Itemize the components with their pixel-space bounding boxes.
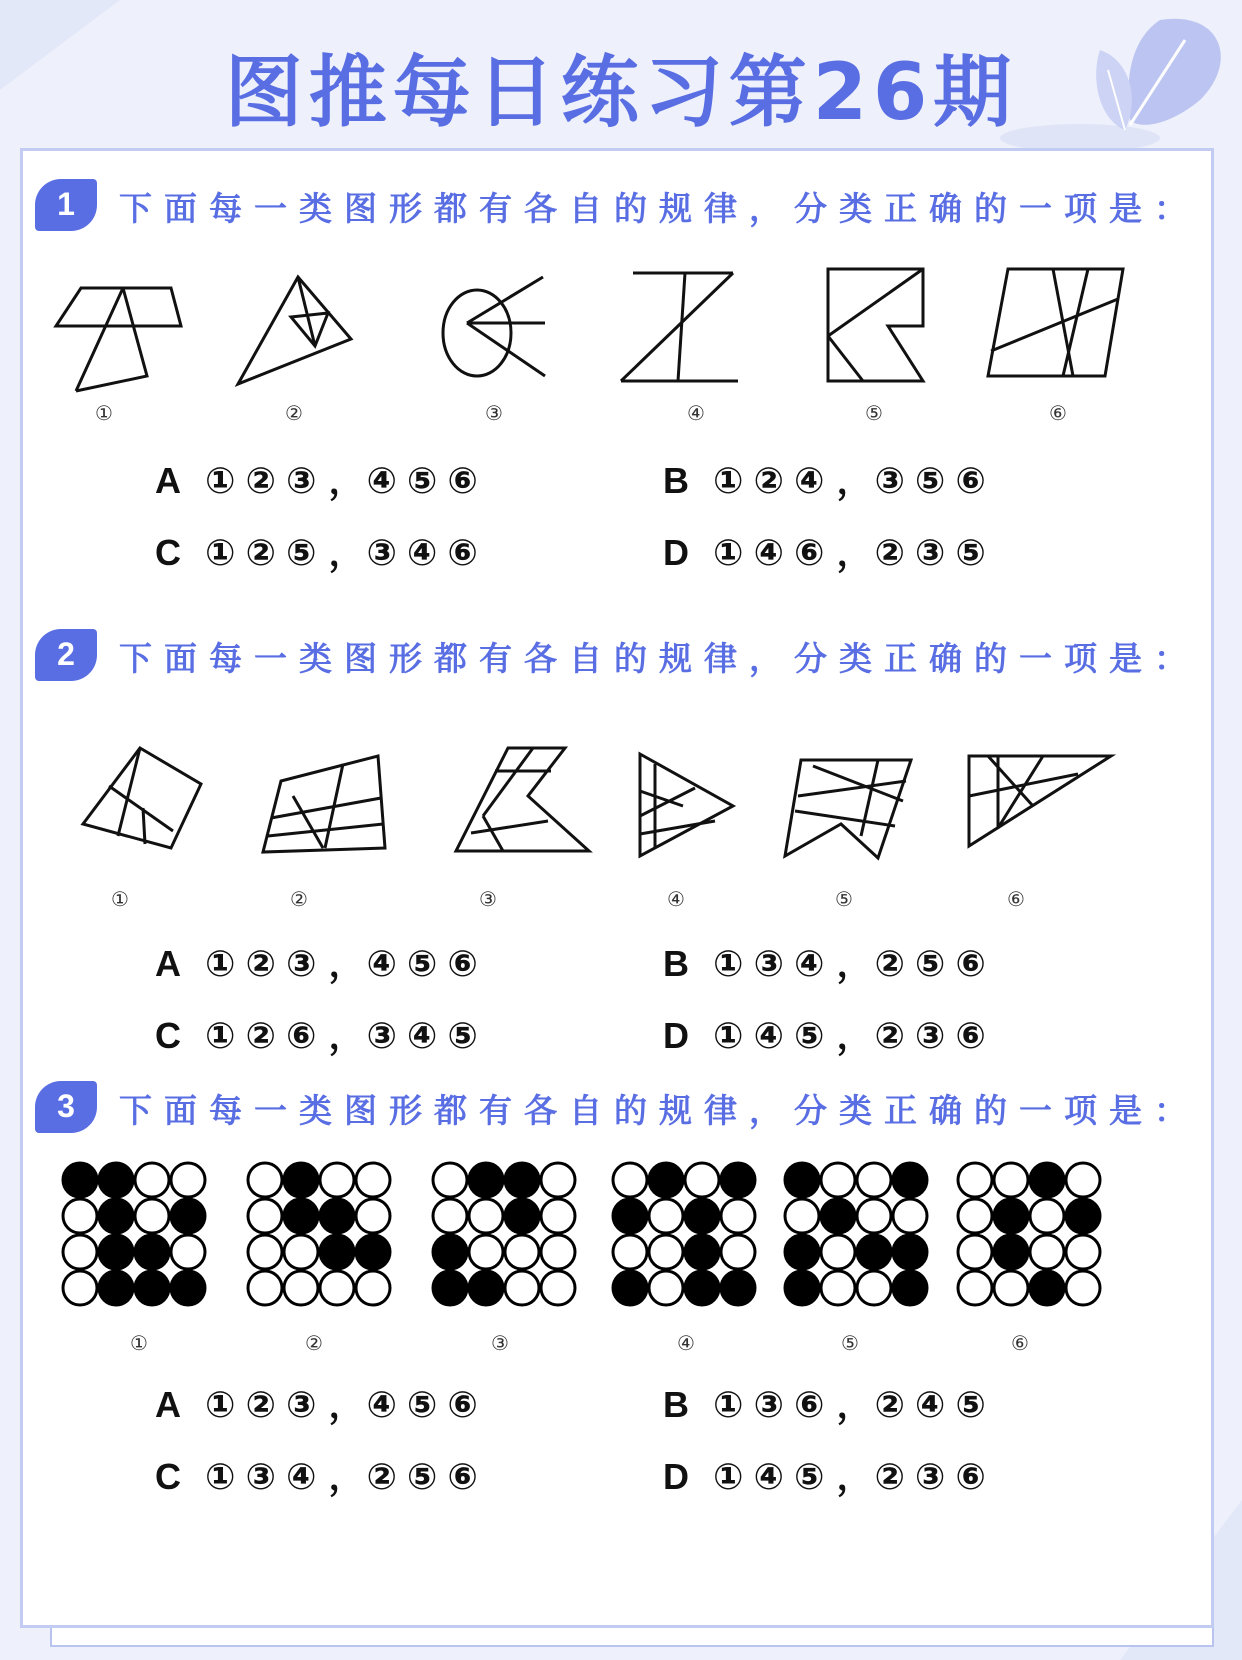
figure-label: ⑤ — [841, 1331, 859, 1353]
white-circle — [649, 1271, 683, 1305]
black-circle — [171, 1271, 205, 1305]
white-circle — [1030, 1199, 1064, 1233]
figure-label: ② — [285, 401, 303, 425]
black-circle — [433, 1235, 467, 1269]
white-circle — [63, 1271, 97, 1305]
white-circle — [821, 1163, 855, 1197]
black-circle — [857, 1235, 891, 1269]
circle-grid-1 — [63, 1163, 205, 1305]
white-circle — [63, 1235, 97, 1269]
option-d[interactable]: D ①④⑥，②③⑤ — [663, 532, 996, 574]
black-circle — [893, 1235, 927, 1269]
white-circle — [248, 1235, 282, 1269]
black-circle — [785, 1163, 819, 1197]
black-circle — [649, 1163, 683, 1197]
white-circle — [433, 1163, 467, 1197]
option-a[interactable]: A ①②③，④⑤⑥ — [155, 943, 488, 985]
black-circle — [135, 1271, 169, 1305]
black-circle — [63, 1163, 97, 1197]
white-circle — [171, 1163, 205, 1197]
question-text: 下面每一类图形都有各自的规律，分类正确的一项是： — [119, 1091, 1199, 1130]
question-number-badge: 3 — [35, 1081, 97, 1133]
white-circle — [284, 1271, 318, 1305]
white-circle — [958, 1271, 992, 1305]
black-circle — [433, 1271, 467, 1305]
white-circle — [541, 1163, 575, 1197]
figure-label: ④ — [687, 401, 705, 425]
white-circle — [284, 1235, 318, 1269]
black-circle — [284, 1199, 318, 1233]
white-circle — [1030, 1235, 1064, 1269]
figure-label: ④ — [667, 887, 685, 911]
option-c[interactable]: C ①③④，②⑤⑥ — [155, 1456, 488, 1498]
question-header-2 — [35, 629, 1199, 685]
question-number-badge: 1 — [35, 179, 97, 231]
circle-grid-5 — [785, 1163, 927, 1305]
circle-grid-6 — [958, 1163, 1100, 1305]
black-circle — [1030, 1271, 1064, 1305]
figure-label: ⑥ — [1007, 887, 1025, 911]
white-circle — [958, 1199, 992, 1233]
figure-label: ① — [95, 401, 113, 425]
white-circle — [505, 1271, 539, 1305]
black-circle — [469, 1163, 503, 1197]
white-circle — [356, 1271, 390, 1305]
white-circle — [721, 1235, 755, 1269]
figure-6 — [988, 269, 1123, 376]
white-circle — [171, 1235, 205, 1269]
black-circle — [284, 1163, 318, 1197]
white-circle — [958, 1163, 992, 1197]
black-circle — [821, 1199, 855, 1233]
white-circle — [433, 1199, 467, 1233]
figure-4 — [621, 273, 738, 381]
white-circle — [248, 1271, 282, 1305]
question-header-1 — [35, 179, 1199, 235]
black-circle — [356, 1235, 390, 1269]
white-circle — [857, 1199, 891, 1233]
black-circle — [135, 1235, 169, 1269]
white-circle — [958, 1235, 992, 1269]
page-title: 图推每日练习第26期 — [224, 48, 1018, 138]
white-circle — [541, 1235, 575, 1269]
black-circle — [1030, 1163, 1064, 1197]
option-d[interactable]: D ①④⑤，②③⑥ — [663, 1456, 996, 1498]
figure-label: ③ — [485, 401, 503, 425]
white-circle — [1066, 1271, 1100, 1305]
figure-label: ① — [130, 1331, 148, 1353]
white-circle — [320, 1163, 354, 1197]
option-a[interactable]: A ①②③，④⑤⑥ — [155, 1384, 488, 1426]
black-circle — [1066, 1199, 1100, 1233]
black-circle — [99, 1235, 133, 1269]
figure-label: ⑤ — [835, 887, 853, 911]
question-text: 下面每一类图形都有各自的规律，分类正确的一项是： — [119, 189, 1199, 228]
figure-6 — [969, 756, 1111, 846]
white-circle — [248, 1199, 282, 1233]
figure-1 — [83, 748, 201, 848]
white-circle — [135, 1199, 169, 1233]
black-circle — [785, 1235, 819, 1269]
black-circle — [994, 1199, 1028, 1233]
question-2-figures — [23, 736, 1211, 911]
white-circle — [356, 1199, 390, 1233]
figure-label: ③ — [491, 1331, 509, 1353]
white-circle — [135, 1163, 169, 1197]
white-circle — [541, 1199, 575, 1233]
figure-3 — [456, 748, 589, 851]
white-circle — [685, 1163, 719, 1197]
figure-label: ⑥ — [1011, 1331, 1029, 1353]
white-circle — [857, 1163, 891, 1197]
option-b[interactable]: B ①③④，②⑤⑥ — [663, 943, 996, 985]
black-circle — [99, 1163, 133, 1197]
question-3-figures — [23, 1153, 1211, 1353]
white-circle — [541, 1271, 575, 1305]
option-b[interactable]: B ①③⑥，②④⑤ — [663, 1384, 996, 1426]
black-circle — [320, 1235, 354, 1269]
figure-label: ④ — [677, 1331, 695, 1353]
question-header-3 — [35, 1081, 1199, 1137]
white-circle — [469, 1235, 503, 1269]
figure-label: ② — [305, 1331, 323, 1353]
black-circle — [469, 1271, 503, 1305]
figure-4 — [640, 754, 733, 856]
option-d[interactable]: D ①④⑤，②③⑥ — [663, 1015, 996, 1057]
white-circle — [320, 1271, 354, 1305]
white-circle — [613, 1163, 647, 1197]
question-1-figures — [23, 251, 1211, 431]
white-circle — [821, 1271, 855, 1305]
white-circle — [505, 1235, 539, 1269]
option-a[interactable]: A ①②③，④⑤⑥ — [155, 460, 488, 502]
black-circle — [613, 1199, 647, 1233]
black-circle — [320, 1199, 354, 1233]
white-circle — [613, 1235, 647, 1269]
black-circle — [685, 1271, 719, 1305]
circle-grid-3 — [433, 1163, 575, 1305]
black-circle — [994, 1235, 1028, 1269]
black-circle — [893, 1163, 927, 1197]
option-b[interactable]: B ①②④，③⑤⑥ — [663, 460, 996, 502]
option-c[interactable]: C ①②⑥，③④⑤ — [155, 1015, 488, 1057]
white-circle — [1066, 1235, 1100, 1269]
black-circle — [171, 1199, 205, 1233]
black-circle — [505, 1199, 539, 1233]
question-text: 下面每一类图形都有各自的规律，分类正确的一项是： — [119, 639, 1199, 678]
figure-2 — [238, 277, 351, 384]
circle-grid-2 — [248, 1163, 390, 1305]
white-circle — [649, 1199, 683, 1233]
figure-5 — [785, 760, 911, 858]
figure-1 — [56, 288, 181, 391]
black-circle — [785, 1271, 819, 1305]
figure-label: ⑤ — [865, 401, 883, 425]
option-c[interactable]: C ①②⑤，③④⑥ — [155, 532, 488, 574]
black-circle — [505, 1163, 539, 1197]
black-circle — [613, 1271, 647, 1305]
white-circle — [248, 1163, 282, 1197]
question-card — [20, 148, 1214, 1628]
white-circle — [356, 1163, 390, 1197]
figure-2 — [263, 756, 385, 852]
figure-label: ① — [111, 887, 129, 911]
white-circle — [63, 1199, 97, 1233]
figure-5 — [828, 269, 923, 381]
black-circle — [99, 1199, 133, 1233]
white-circle — [785, 1199, 819, 1233]
circle-grid-4 — [613, 1163, 755, 1305]
white-circle — [857, 1271, 891, 1305]
white-circle — [649, 1235, 683, 1269]
white-circle — [893, 1199, 927, 1233]
black-circle — [685, 1199, 719, 1233]
black-circle — [685, 1235, 719, 1269]
figure-label: ② — [290, 887, 308, 911]
white-circle — [994, 1163, 1028, 1197]
figure-label: ⑥ — [1049, 401, 1067, 425]
black-circle — [721, 1271, 755, 1305]
white-circle — [469, 1199, 503, 1233]
figure-3 — [443, 277, 545, 376]
white-circle — [721, 1199, 755, 1233]
white-circle — [1066, 1163, 1100, 1197]
question-number-badge: 2 — [35, 629, 97, 681]
figure-label: ③ — [479, 887, 497, 911]
white-circle — [994, 1271, 1028, 1305]
black-circle — [721, 1163, 755, 1197]
white-circle — [821, 1235, 855, 1269]
black-circle — [893, 1271, 927, 1305]
black-circle — [99, 1271, 133, 1305]
